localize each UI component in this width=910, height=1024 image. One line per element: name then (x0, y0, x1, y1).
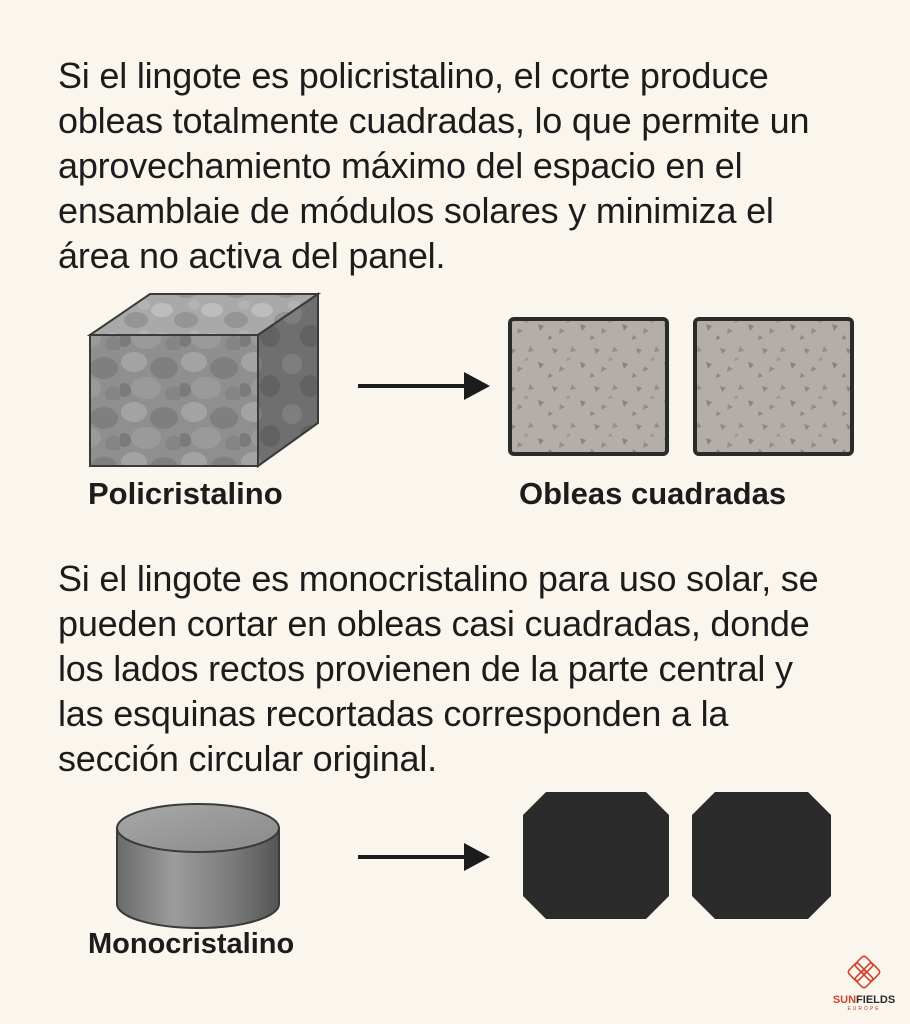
paragraph-line: las esquinas recortadas corresponden a la (58, 693, 729, 734)
poly-ingot-block-icon (90, 294, 318, 466)
square-wafer-icon (695, 319, 852, 454)
paragraph-line: los lados rectos provienen de la parte central y (58, 648, 793, 689)
paragraph-line: área no activa del panel. (58, 235, 446, 276)
paragraph-line: aprovechamiento máximo del espacio en el (58, 145, 743, 186)
paragraph-line: ensamblaie de módulos solares y minimiza el (58, 190, 774, 231)
polycrystalline-label: Policristalino (88, 476, 283, 511)
square-wafers-label: Obleas cuadradas (519, 476, 787, 511)
arrow-right-icon (358, 843, 490, 871)
monocrystalline-label: Monocristalino (88, 928, 295, 960)
sunfields-logo (828, 955, 900, 1012)
pseudo-square-wafer-icon (523, 792, 669, 919)
paragraph-line: sección circular original. (58, 738, 437, 779)
logo-brand (828, 994, 900, 1006)
paragraph-line: obleas totalmente cuadradas, lo que permite un (58, 100, 810, 141)
monocrystalline-paragraph (58, 556, 878, 781)
logo-brand-sun: SUN (832, 994, 857, 1006)
paragraph-line: pueden cortar en obleas casi cuadradas, donde (58, 603, 810, 644)
logo-subtitle: EUROPE (847, 1006, 881, 1012)
pseudo-square-wafer-icon (692, 792, 831, 919)
paragraph-line: Si el lingote es monocristalino para uso solar, se (58, 558, 819, 599)
mono-cylinder-ingot-icon (117, 804, 279, 928)
logo-brand-fields: FIELDS (856, 994, 896, 1006)
arrow-right-icon (358, 372, 490, 400)
square-wafer-icon (510, 319, 667, 454)
paragraph-line: Si el lingote es policristalino, el corte produce (58, 55, 769, 96)
sunfields-flower-logo-icon (847, 955, 881, 989)
